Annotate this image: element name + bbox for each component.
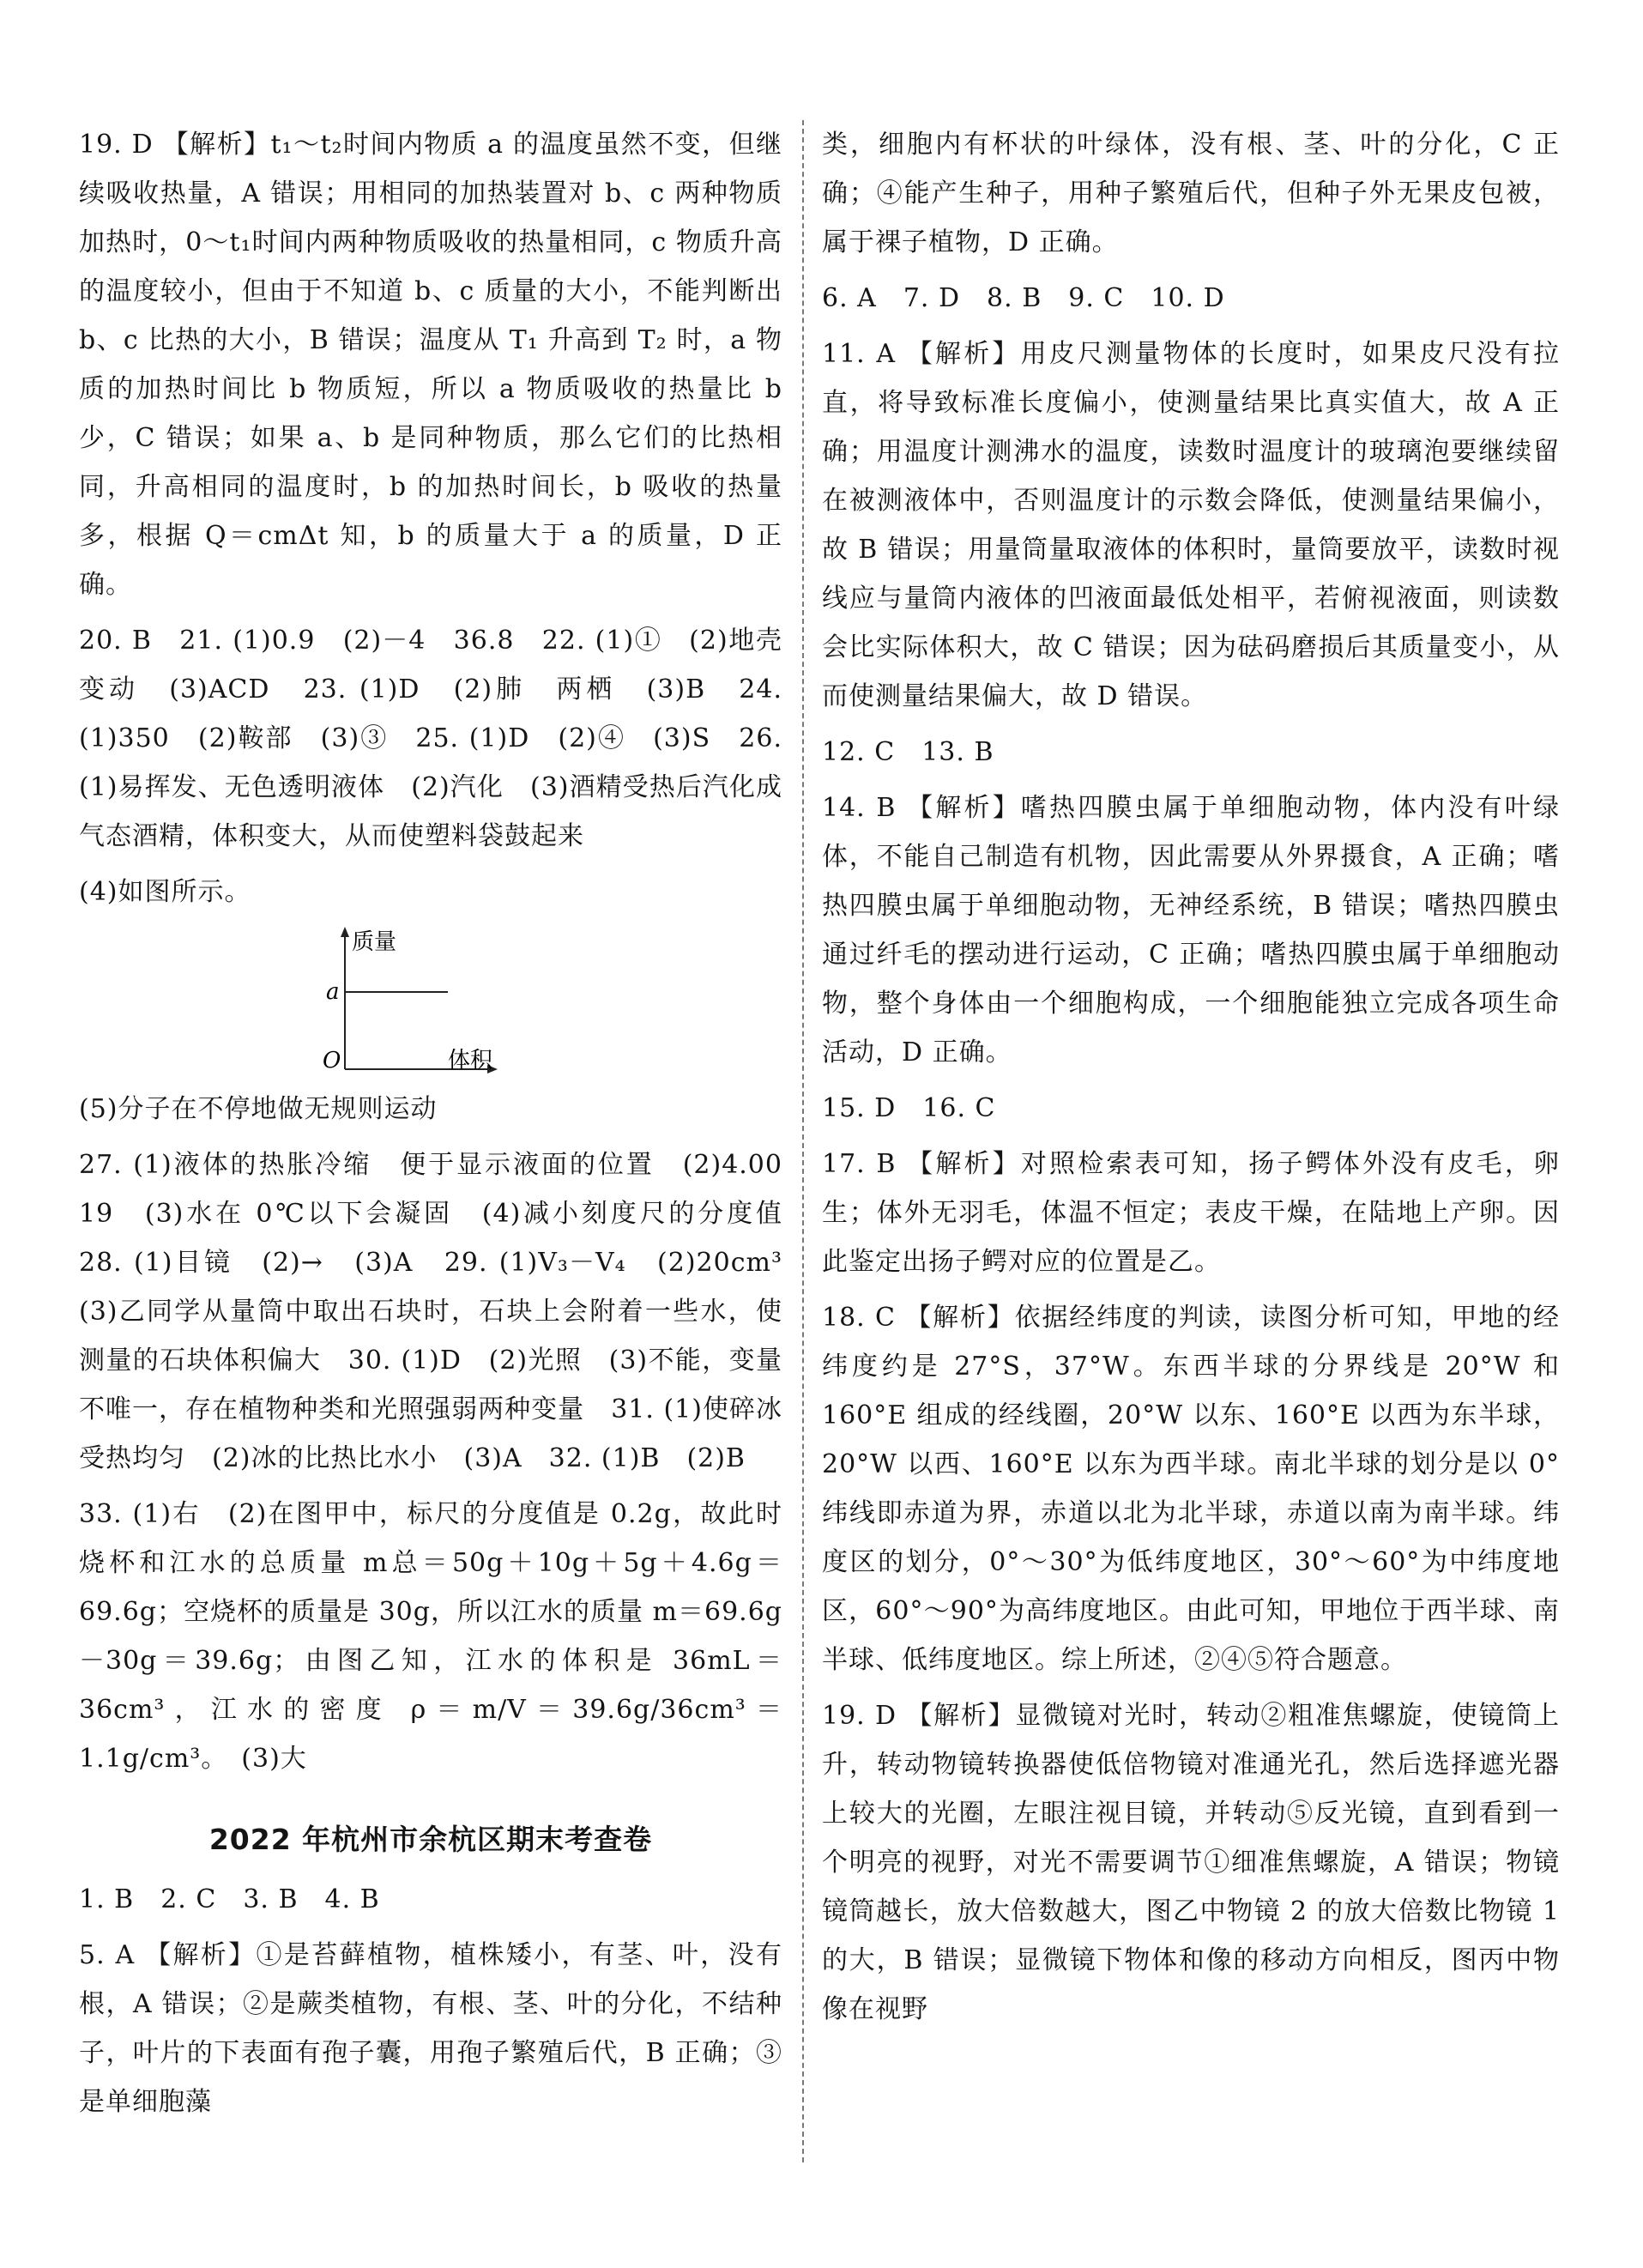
x-axis-label: 体积 [448,1048,493,1074]
answers-15-16: 15. D 16. C [822,1093,996,1123]
answer-19: 19. D 【解析】t₁～t₂时间内物质 a 的温度虽然不变，但继续吸收热量，A 错误；用相同的加热装置对 b、c 两种物质加热时，0～t₁时间内两种物质吸收的热量相同，c 物质升高的温度较小，但由于不知道 b、c 质量的大小，不能判断出 b、c 比热的大小，B 错误；温度从 T₁ 升高到 T₂ 时，a 物质的加热时间比 b 物质短，所以 a 物质吸收的热量比 b 少，C 错误；如果 a、b 是同种物质，那么它们的比热相同，升高相同的温度时，b 的加热时间长，b 吸收的热量多，根据 Q＝cmΔt 知，b 的质量大于 a 的质量，D 正确。 [79,130,782,600]
y-axis-label: 质量 [352,929,397,955]
answers-20-26: 20. B 21. (1)0.9 (2)－4 36.8 22. (1)① (2)地壳变动 (3)ACD 23. (1)D (2)肺 两栖 (3)B 24. (1)350 (2)鞍部 (3)③ 25. (1)D (2)④ (3)S 26. (1)易挥发、无色透明液体 (2)汽化 (3)酒精受热后汽化成气态酒精，体积变大，从而使塑料袋鼓起来 [79,626,782,851]
answer-33: 33. (1)右 (2)在图甲中，标尺的分度值是 0.2g，故此时烧杯和江水的总质量 m总＝50g＋10g＋5g＋4.6g＝69.6g；空烧杯的质量是 30g，所以江水的质量 m＝69.6g－30g＝39.6g；由图乙知，江水的体积是 36mL＝36cm³，江水的密度 ρ＝m/V＝39.6g/36cm³＝1.1g/cm³。 (3)大 [79,1499,782,1774]
answers-1-4: 1. B 2. C 3. B 4. B [79,1884,380,1914]
section-title: 2022 年杭州市余杭区期末考查卷 [208,1823,653,1856]
answer-26-4: (4)如图所示。 [79,877,251,907]
answer-11: 11. A 【解析】用皮尺测量物体的长度时，如果皮尺没有拉直，将导致标准长度偏小，使测量结果比真实值大，故 A 正确；用温度计测沸水的温度，读数时温度计的玻璃泡要继续留在被测液体中，否则温度计的示数会降低，使测量结果偏小，故 B 错误；用量筒量取液体的体积时，量筒要放平，读数时视线应与量筒内液体的凹液面最低处相平，若俯视液面，则读数会比实际体积大，故 C 错误；因为砝码磨损后其质量变小，从而使测量结果偏大，故 D 错误。 [822,339,1560,711]
level-label: a [326,979,340,1005]
answer-19-right: 19. D 【解析】显微镜对光时，转动②粗准焦螺旋，使镜筒上升，转动物镜转换器使低倍物镜对准通光孔，然后选择遮光器上较大的光圈，左眼注视目镜，并转动⑤反光镜，直到看到一个明亮的视野，对光不需要调节①细准焦螺旋，A 错误；物镜镜筒越长，放大倍数越大，图乙中物镜 2 的放大倍数比物镜 1 的大，B 错误；显微镜下物体和像的移动方向相反，图丙中物像在视野 [822,1701,1560,2024]
answers-6-10: 6. A 7. D 8. B 9. C 10. D [822,283,1225,313]
answers-27-32: 27. (1)液体的热胀冷缩 便于显示液面的位置 (2)4.00 19 (3)水在 0℃以下会凝固 (4)减小刻度尺的分度值 28. (1)目镜 (2)→ (3)A 29. (1)V₃－V₄ (2)20cm³ (3)乙同学从量筒中取出石块时，石块上会附着一些水，使测量的石块体积偏大 30. (1)D (2)光照 (3)不能，变量不唯一，存在植物种类和光照强弱两种变量 31. (1)使碎冰受热均匀 (2)冰的比热比水小 (3)A 32. (1)B (2)B [79,1150,809,1473]
answer-18: 18. C 【解析】依据经纬度的判读，读图分析可知，甲地的经纬度约是 27°S，37°W。东西半球的分界线是 20°W 和 160°E 组成的经线圈，20°W 以东、160°E 以西为东半球，20°W 以西、160°E 以东为西半球。南北半球的划分是以 0°纬线即赤道为界，赤道以北为北半球，赤道以南为南半球。纬度区的划分，0°～30°为低纬度地区，30°～60°为中纬度地区，60°～90°为高纬度地区。由此可知，甲地位于西半球、南半球、低纬度地区。综上所述，②④⑤符合题意。 [822,1303,1560,1675]
y-axis-arrow [341,927,349,937]
answer-26-5: (5)分子在不停地做无规则运动 [79,1094,438,1124]
mass-volume-graph [319,923,542,1078]
left-column [79,120,809,2133]
answer-5: 5. A 【解析】①是苔藓植物，植株矮小，有茎、叶，没有根，A 错误；②是蕨类植物，有根、茎、叶的分化，不结种子，叶片的下表面有孢子囊，用孢子繁殖后代，B 正确；③是单细胞藻 [79,1940,782,2117]
answer-14: 14. B 【解析】嗜热四膜虫属于单细胞动物，体内没有叶绿体，不能自己制造有机物，因此需要从外界摄食，A 正确；嗜热四膜虫属于单细胞动物，无神经系统，B 错误；嗜热四膜虫通过纤毛的摆动进行运动，C 正确；嗜热四膜虫属于单细胞动物，整个身体由一个细胞构成，一个细胞能独立完成各项生命活动，D 正确。 [822,793,1560,1067]
answer-5-continued: 类，细胞内有杯状的叶绿体，没有根、茎、叶的分化，C 正确；④能产生种子，用种子繁殖后代，但种子外无果皮包被，属于裸子植物，D 正确。 [822,130,1560,257]
answers-12-13: 12. C 13. B [822,737,994,767]
origin-label: O [323,1048,341,1074]
right-column [822,120,1560,2041]
answer-17: 17. B 【解析】对照检索表可知，扬子鳄体外没有皮毛，卵生；体外无羽毛，体温不恒定；表皮干燥，在陆地上产卵。因此鉴定出扬子鳄对应的位置是乙。 [822,1149,1560,1277]
column-divider [802,120,804,2162]
